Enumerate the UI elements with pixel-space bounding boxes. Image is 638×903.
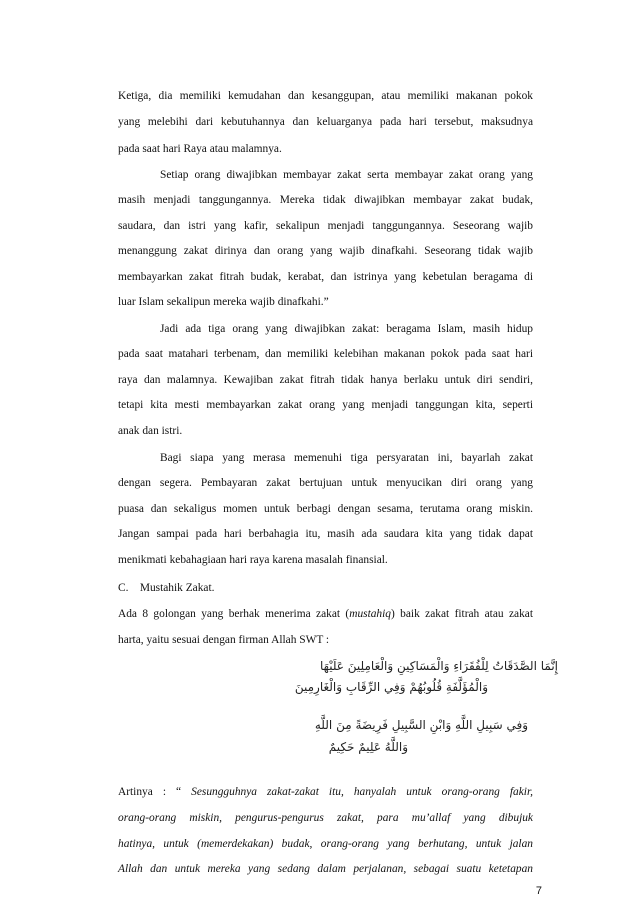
arabic-verse-row-4: وَاللَّهُ عَلِيمٌ حَكِيمٌ xyxy=(328,740,408,754)
translation-line-4: Allah dan untuk mereka yang sedang dalam perjalanan, sebagai suatu ketetapan xyxy=(118,863,533,875)
arabic-verse-row-1: إِنَّمَا الصَّدَقَاتُ لِلْفُقَرَاءِ وَالْمَسَاكِينِ وَالْعَامِلِينَ عَلَيْهَا xyxy=(320,659,558,673)
para3-line-1: Jadi ada tiga orang yang diwajibkan zakat: beragama Islam, masih hidup xyxy=(160,323,533,335)
para2-line-4: menanggung zakat dirinya dan orang yang wajib dinafkahi. Seseorang tidak wajib xyxy=(118,245,533,257)
para4-line-3: puasa dan sekaligus momen untuk berbagi dengan sesama, terutama orang miskin. xyxy=(118,503,533,515)
para4-line-4: Jangan sampai pada hari berbahagia itu, masih ada saudara kita yang tidak dapat xyxy=(118,528,533,540)
arabic-verse-row-2: وَالْمُؤَلَّفَةِ قُلُوبُهُمْ وَفِي الرِّقَابِ وَالْغَارِمِينَ xyxy=(294,680,488,694)
para1-line-2: yang melebihi dari kebutuhannya dan keluarganya pada hari tersebut, maksudnya xyxy=(118,116,533,128)
intro-text-before: Ada 8 golongan yang berhak menerima zakat ( xyxy=(118,608,350,620)
intro-line-2: harta, yaitu sesuai dengan firman Allah SWT : xyxy=(118,634,330,646)
para4-line-5: menikmati kebahagiaan hari raya karena masalah finansial. xyxy=(118,554,388,566)
translation-line-2: orang-orang miskin, pengurus-pengurus zakat, para mu’allaf yang dibujuk xyxy=(118,812,533,824)
page-number: 7 xyxy=(535,885,542,897)
para3-line-2: pada saat matahari terbenam, dan memiliki kelebihan makanan pokok pada saat hari xyxy=(118,348,533,360)
section-heading: C. Mustahik Zakat. xyxy=(118,582,215,594)
para2-line-1: Setiap orang diwajibkan membayar zakat serta membayar zakat orang yang xyxy=(160,169,533,181)
para1-line-3: pada saat hari Raya atau malamnya. xyxy=(118,143,282,155)
para3-line-5: anak dan istri. xyxy=(118,425,183,437)
para1-line-1: Ketiga, dia memiliki kemudahan dan kesanggupan, atau memiliki makanan pokok xyxy=(118,90,533,102)
translation-text-1: Sesungguhnya zakat-zakat itu, hanyalah untuk orang-orang fakir, xyxy=(191,786,533,798)
para2-line-3: saudara, dan istri yang kafir, sekalipun menjadi tanggungannya. Seseorang wajib xyxy=(118,220,533,232)
artinya-label: Artinya : “ xyxy=(118,786,192,798)
para3-line-3: raya dan malamnya. Kewajiban zakat fitrah tidak hanya berlaku untuk diri sendiri, xyxy=(118,374,533,386)
para2-line-2: masih menjadi tanggungannya. Mereka tidak diwajibkan membayar zakat budak, xyxy=(118,194,533,206)
para2-line-5: membayarkan zakat fitrah budak, kerabat, dan istrinya yang kebetulan beragama di xyxy=(118,271,533,283)
para4-line-2: dengan segera. Pembayaran zakat bertujuan untuk menyucikan diri orang yang xyxy=(118,477,533,489)
intro-line-1 xyxy=(118,607,533,621)
para4-line-1: Bagi siapa yang merasa memenuhi tiga persyaratan ini, bayarlah zakat xyxy=(160,452,533,464)
para3-line-4: tetapi kita mesti membayarkan zakat orang yang menjadi tanggungan kita, seperti xyxy=(118,399,533,411)
translation-line-1 xyxy=(118,785,533,799)
intro-text-after: ) baik zakat fitrah atau zakat xyxy=(391,608,533,620)
para2-line-6: luar Islam sekalipun mereka wajib dinafkahi.” xyxy=(118,296,329,308)
intro-term-mustahiq: mustahiq xyxy=(349,608,391,620)
arabic-verse-row-3: وَفِي سَبِيلِ اللَّهِ وَابْنِ السَّبِيلِ فَرِيضَةً مِنَ اللَّهِ xyxy=(314,718,528,732)
translation-line-3: hatinya, untuk (memerdekakan) budak, orang-orang yang berhutang, untuk jalan xyxy=(118,838,533,850)
